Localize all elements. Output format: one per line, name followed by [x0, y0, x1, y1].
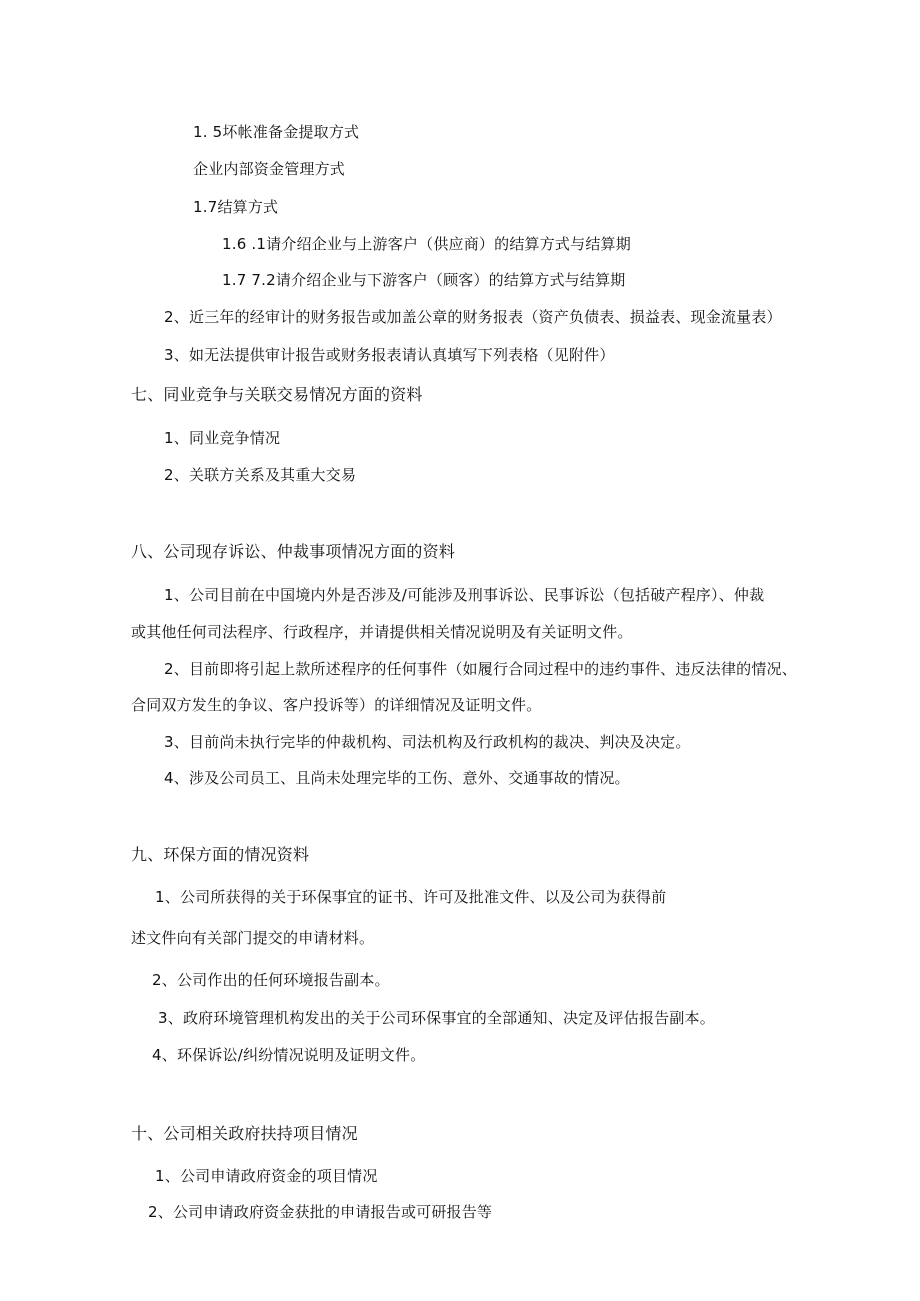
text-line-upstream-settlement: 1.6 .1请介绍企业与上游客户（供应商）的结算方式与结算期	[222, 235, 631, 253]
text-line-fill-table: 3、如无法提供审计报告或财务报表请认真填写下列表格（见附件）	[164, 346, 615, 364]
section-heading-10: 十、公司相关政府扶持项目情况	[131, 1124, 358, 1143]
text-line-env-1a: 1、公司所获得的关于环保事宜的证书、许可及批准文件、以及公司为获得前	[155, 888, 667, 906]
text-line-gov-2: 2、公司申请政府资金获批的申请报告或可研报告等	[148, 1203, 493, 1221]
text-line-env-3: 3、政府环境管理机构发出的关于公司环保事宜的全部通知、决定及评估报告副本。	[158, 1009, 715, 1027]
section-heading-9: 九、环保方面的情况资料	[131, 845, 310, 864]
text-line-litigation-3: 3、目前尚未执行完毕的仲裁机构、司法机构及行政机构的裁决、判决及决定。	[164, 733, 691, 751]
text-line-env-1b: 述文件向有关部门提交的申请材料。	[131, 929, 375, 947]
text-line-env-4: 4、环保诉讼/纠纷情况说明及证明文件。	[152, 1046, 426, 1064]
text-line-competition: 1、同业竞争情况	[164, 429, 281, 447]
text-line-litigation-2b: 合同双方发生的争议、客户投诉等）的详细情况及证明文件。	[131, 696, 542, 714]
text-line-litigation-1a: 1、公司目前在中国境内外是否涉及/可能涉及刑事诉讼、民事诉讼（包括破产程序）、仲裁	[164, 586, 765, 604]
text-line-env-2: 2、公司作出的任何环境报告副本。	[152, 971, 390, 989]
text-line-litigation-4: 4、涉及公司员工、且尚未处理完毕的工伤、意外、交通事故的情况。	[164, 769, 630, 787]
text-line-audited-reports: 2、近三年的经审计的财务报告或加盖公章的财务报表（资产负债表、损益表、现金流量表）	[164, 308, 782, 326]
text-line-gov-1: 1、公司申请政府资金的项目情况	[155, 1167, 378, 1185]
text-line-1-7-settlement: 1.7结算方式	[193, 198, 279, 216]
text-line-downstream-settlement: 1.7 7.2请介绍企业与下游客户（顾客）的结算方式与结算期	[222, 271, 626, 289]
text-line-internal-funds: 企业内部资金管理方式	[193, 160, 346, 178]
text-line-litigation-2a: 2、目前即将引起上款所述程序的任何事件（如履行合同过程中的违约事件、违反法律的情况、	[164, 660, 797, 678]
section-heading-7: 七、同业竞争与关联交易情况方面的资料	[131, 385, 423, 404]
text-line-litigation-1b: 或其他任何司法程序、行政程序，并请提供相关情况说明及有关证明文件。	[131, 623, 633, 641]
section-heading-8: 八、公司现存诉讼、仲裁事项情况方面的资料	[131, 542, 456, 561]
text-line-1-5-bad-debt: 1. 5坏帐准备金提取方式	[193, 123, 360, 141]
text-line-related-party: 2、关联方关系及其重大交易	[164, 466, 357, 484]
